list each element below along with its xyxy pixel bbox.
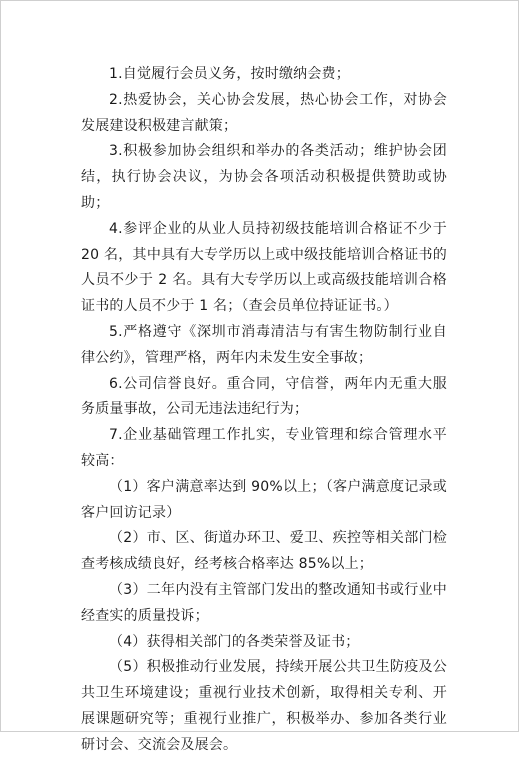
sub-item-4: （4）获得相关部门的各类荣誉及证书； bbox=[109, 633, 360, 650]
paragraph-3: 3.积极参加协会组织和举办的各类活动；维护协会团结，执行协会决议，为协会各项活动积极提供赞助或协助； bbox=[81, 143, 447, 211]
paragraph-1: 1.自觉履行会员义务，按时缴纳会费； bbox=[109, 66, 350, 82]
paragraph-2: 2.热爱协会，关心协会发展，热心协会工作，对协会发展建设积极建言献策； bbox=[81, 91, 447, 134]
document-body bbox=[81, 62, 447, 759]
sub-item-1: （1）客户满意率达到 90%以上；（客户满意度记录或客户回访记录） bbox=[81, 478, 447, 521]
paragraph-7: 7.企业基础管理工作扎实，专业管理和综合管理水平较高： bbox=[81, 427, 447, 469]
sub-item-5: （5）积极推动行业发展，持续开展公共卫生防疫及公共卫生环境建设；重视行业技术创新，取得相关专利、开展课题研究等；重视行业推广，积极举办、参加各类行业研讨会、交流会及展会。 bbox=[81, 659, 447, 753]
sub-item-3: （3）二年内没有主管部门发出的整改通知书或行业中经查实的质量投诉； bbox=[81, 581, 447, 624]
paragraph-4: 4.参评企业的从业人员持初级技能培训合格证不少于 20 名，其中具有大专学历以上或中级技能培训合格证书的人员不少于 2 名。具有大专学历以上或高级技能培训合格证书的人员不少于 1 名；（查会员单位持证证书。） bbox=[81, 220, 447, 315]
paragraph-5: 5.严格遵守《深圳市消毒清洁与有害生物防制行业自律公约》，管理严格，两年内未发生安全事故； bbox=[81, 323, 447, 366]
paragraph-6: 6.公司信誉良好。重合同，守信誉，两年内无重大服务质量事故，公司无违法违纪行为； bbox=[81, 375, 447, 418]
sub-item-2: （2）市、区、街道办环卫、爱卫、疾控等相关部门检查考核成绩良好，经考核合格率达 85%以上； bbox=[81, 530, 447, 573]
